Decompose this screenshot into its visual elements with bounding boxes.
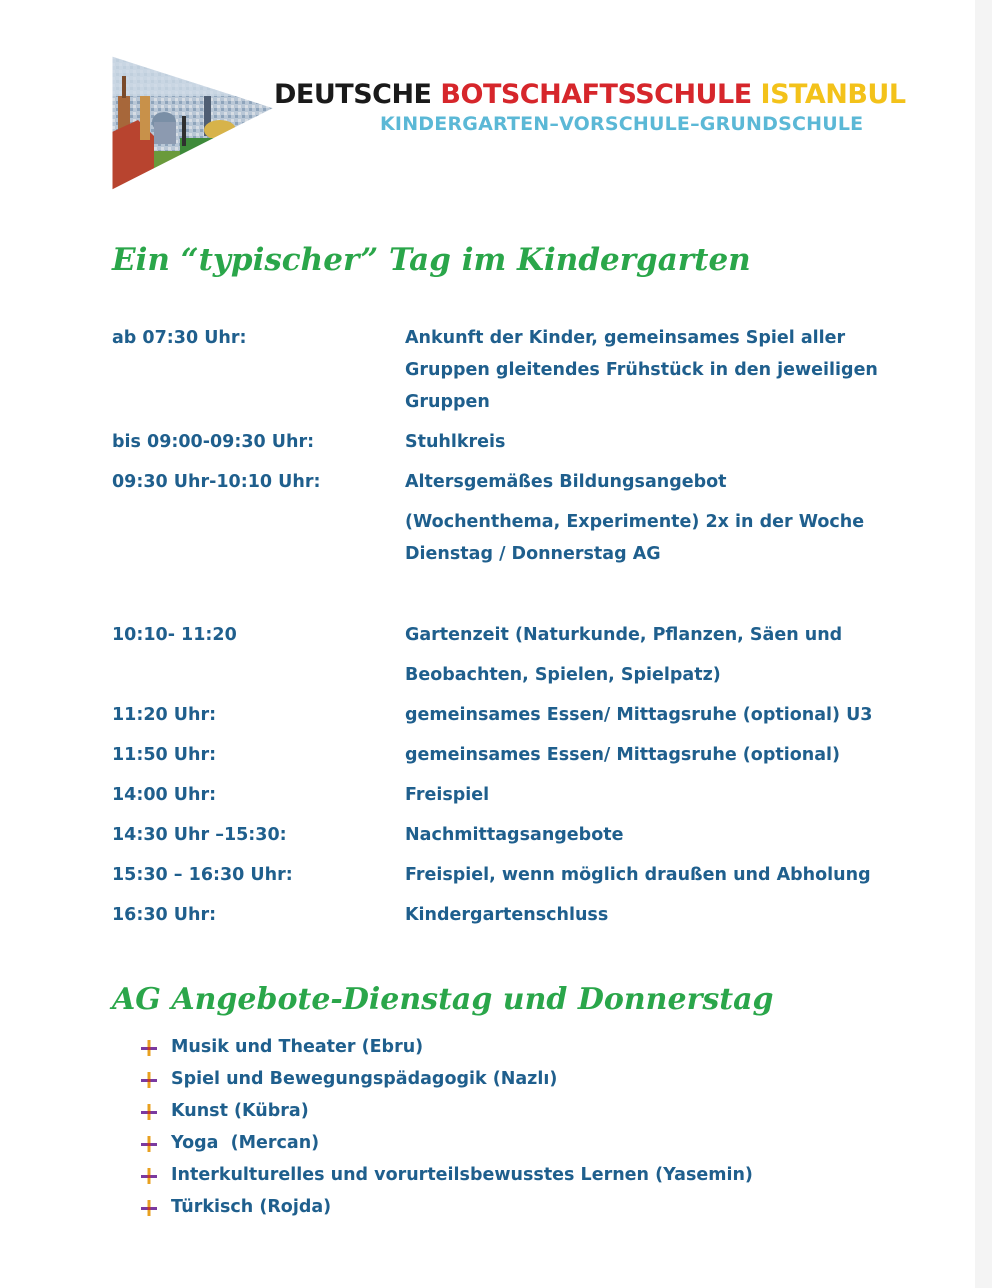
- schedule-time: 15:30 – 16:30 Uhr:: [112, 865, 293, 885]
- schedule-description: [405, 619, 872, 651]
- ag-heading: AG Angebote-Dienstag und Donnerstag: [112, 982, 774, 1017]
- schedule-text-line: Kindergartenschluss: [405, 905, 609, 925]
- schedule-text-line: Nachmittagsangebote: [405, 825, 624, 845]
- list-item: [140, 1191, 753, 1223]
- schedule-text-line: Ankunft der Kinder, gemeinsames Spiel aller: [405, 328, 846, 348]
- schedule-time: 10:10- 11:20: [112, 625, 237, 645]
- list-item: [140, 1031, 753, 1063]
- ag-item-text: Türkisch (Rojda): [171, 1197, 332, 1217]
- schedule-description: [405, 819, 872, 851]
- cross-bullet-icon: [140, 1037, 171, 1057]
- ag-item-text: Musik und Theater (Ebru): [171, 1037, 424, 1057]
- schedule-text-line: Gruppen gleitendes Frühstück in den jeweiligen: [405, 360, 878, 380]
- schedule-description: [405, 322, 878, 418]
- schedule-text-line: Stuhlkreis: [405, 432, 506, 452]
- schedule-time: 09:30 Uhr-10:10 Uhr:: [112, 472, 321, 492]
- schedule-description: [405, 699, 872, 731]
- schedule-time: ab 07:30 Uhr:: [112, 328, 247, 348]
- schedule-row: [112, 322, 878, 418]
- schedule-text-line: Beobachten, Spielen, Spielpatz): [405, 665, 721, 685]
- school-subtitle: KINDERGARTEN–VORSCHULE–GRUNDSCHULE: [380, 113, 864, 135]
- school-name-word-1: DEUTSCHE: [274, 79, 432, 110]
- schedule-heading: Ein “typischer” Tag im Kindergarten: [112, 242, 751, 278]
- schedule-row: [112, 899, 872, 931]
- cross-bullet-icon: [140, 1197, 171, 1217]
- schedule-text-line: Dienstag / Donnerstag AG: [405, 544, 661, 564]
- schedule-row: [112, 506, 872, 570]
- schedule-description: [405, 466, 872, 498]
- schedule-text-line: Freispiel, wenn möglich draußen und Abholung: [405, 865, 871, 885]
- schedule-row: [112, 619, 872, 651]
- schedule-row: [112, 426, 872, 458]
- cross-bullet-icon: [140, 1069, 171, 1089]
- schedule-time: 11:20 Uhr:: [112, 705, 217, 725]
- schedule-time: 14:30 Uhr –15:30:: [112, 825, 287, 845]
- schedule-time: [112, 506, 405, 570]
- list-item: [140, 1095, 753, 1127]
- schedule-row: [112, 699, 872, 731]
- schedule-description: [405, 779, 872, 811]
- ag-item-text: Kunst (Kübra): [171, 1101, 309, 1121]
- schedule-time: 16:30 Uhr:: [112, 905, 217, 925]
- schedule-row: [112, 466, 872, 498]
- schedule-row: [112, 659, 872, 691]
- list-item: [140, 1159, 753, 1191]
- school-name: [274, 78, 906, 112]
- ag-list: [140, 1031, 753, 1223]
- schedule-text-line: Altersgemäßes Bildungsangebot: [405, 472, 727, 492]
- schedule-time: [112, 659, 405, 691]
- schedule-text-line: gemeinsames Essen/ Mittagsruhe (optional) U3: [405, 705, 873, 725]
- ag-item-text: Yoga (Mercan): [171, 1133, 320, 1153]
- schedule-text-line: gemeinsames Essen/ Mittagsruhe (optional): [405, 745, 840, 765]
- list-item: [140, 1127, 753, 1159]
- schedule-text-line: Gartenzeit (Naturkunde, Pflanzen, Säen und: [405, 625, 843, 645]
- schedule-time: 14:00 Uhr:: [112, 785, 217, 805]
- schedule-text-line: Gruppen: [405, 392, 490, 412]
- schedule-time: 11:50 Uhr:: [112, 745, 217, 765]
- schedule-row: [112, 859, 872, 891]
- schedule-description: [405, 506, 872, 570]
- school-name-word-2: BOTSCHAFTSSCHULE: [440, 79, 752, 110]
- cross-bullet-icon: [140, 1133, 171, 1153]
- cross-bullet-icon: [140, 1101, 171, 1121]
- school-logo-graphic: [112, 56, 274, 190]
- ag-item-text: Interkulturelles und vorurteilsbewusstes Lernen (Yasemin): [171, 1165, 753, 1185]
- schedule-description: [405, 659, 872, 691]
- schedule-description: [405, 739, 872, 771]
- schedule-text-line: (Wochenthema, Experimente) 2x in der Woche: [405, 512, 865, 532]
- schedule-row: [112, 819, 872, 851]
- schedule-time: bis 09:00-09:30 Uhr:: [112, 432, 315, 452]
- schedule-row: [112, 779, 872, 811]
- list-item: [140, 1063, 753, 1095]
- schedule-description: [405, 859, 872, 891]
- schedule-description: [405, 899, 872, 931]
- schedule-description: [405, 426, 872, 458]
- schedule-row: [112, 739, 872, 771]
- ag-item-text: Spiel und Bewegungspädagogik (Nazlı): [171, 1069, 558, 1089]
- daily-schedule: [112, 322, 878, 931]
- schedule-text-line: Freispiel: [405, 785, 490, 805]
- cross-bullet-icon: [140, 1165, 171, 1185]
- school-name-word-3: ISTANBUL: [760, 79, 906, 110]
